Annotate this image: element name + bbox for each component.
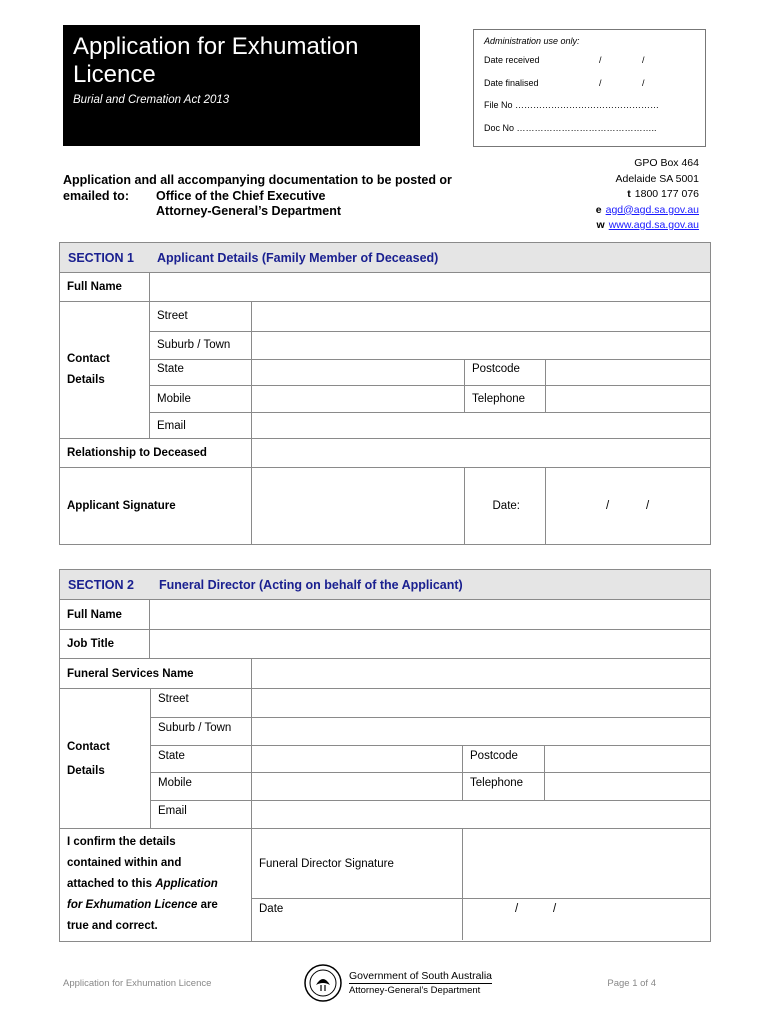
s1-email-row xyxy=(150,413,710,438)
s2-street-field[interactable] xyxy=(252,689,710,717)
s1-date-label: Date: xyxy=(465,468,546,544)
date-slash: / xyxy=(606,500,610,512)
s1-mobile-field[interactable] xyxy=(252,386,465,412)
s2-email-label: Email xyxy=(151,801,252,828)
s2-fd-signature-field[interactable] xyxy=(463,829,710,898)
address-line-1: GPO Box 464 xyxy=(634,157,699,169)
address-phone xyxy=(596,187,699,203)
s2-suburb-label: Suburb / Town xyxy=(151,718,252,745)
s2-signature-block xyxy=(252,829,710,941)
s1-full-name-row xyxy=(60,273,710,302)
s2-services-name-label: Funeral Services Name xyxy=(60,659,252,688)
s1-suburb-row xyxy=(150,332,710,360)
admin-use-box xyxy=(473,29,706,147)
s2-state-field[interactable] xyxy=(252,746,463,773)
logo-text xyxy=(349,970,492,997)
intro-line-2-prefix: emailed to: xyxy=(63,188,129,203)
section-1-table xyxy=(59,242,711,545)
s2-job-title-field[interactable] xyxy=(150,630,710,658)
date-slash: / xyxy=(642,55,645,65)
section-2-title: Funeral Director (Acting on behalf of the Applicant) xyxy=(159,577,463,592)
s1-state-row xyxy=(150,360,710,387)
email-key: e xyxy=(595,203,602,216)
contact-label-line2: Details xyxy=(67,374,105,386)
s1-email-label: Email xyxy=(150,413,252,438)
confirm-line-3-text: attached to this xyxy=(67,878,152,890)
s1-state-label: State xyxy=(150,360,252,386)
confirm-line-1: I confirm the details xyxy=(67,836,176,848)
confirm-line-4 xyxy=(67,895,244,916)
s2-email-field[interactable] xyxy=(252,801,710,828)
date-received-label: Date received xyxy=(484,55,540,65)
admin-date-received xyxy=(484,55,695,78)
s2-date-field[interactable] xyxy=(463,899,710,940)
s2-services-name-row xyxy=(60,659,710,689)
s1-relationship-label: Relationship to Deceased xyxy=(60,439,252,467)
s2-postcode-label: Postcode xyxy=(463,746,545,773)
s1-street-row xyxy=(150,302,710,332)
date-slash: / xyxy=(599,55,602,65)
footer-document-title: Application for Exhumation Licence xyxy=(63,978,212,989)
form-title: Application for Exhumation Licence xyxy=(73,33,359,88)
s2-job-title-label: Job Title xyxy=(60,630,150,658)
s2-mobile-field[interactable] xyxy=(252,773,463,800)
s1-full-name-label: Full Name xyxy=(60,273,150,301)
s1-signature-field[interactable] xyxy=(252,468,465,544)
confirm-line-2: contained within and xyxy=(67,857,182,869)
s2-email-row xyxy=(151,801,710,828)
s1-signature-label: Applicant Signature xyxy=(60,468,252,544)
s1-street-label: Street xyxy=(150,302,252,331)
contact-label-line1: Contact xyxy=(67,353,110,365)
logo-department: Attorney-General’s Department xyxy=(349,983,492,997)
section-1-number: SECTION 1 xyxy=(68,250,134,265)
intro-line-2: Office of the Chief Executive xyxy=(156,188,326,203)
date-slash: / xyxy=(515,903,519,915)
admin-date-finalised xyxy=(484,78,695,101)
section-2-header xyxy=(60,570,710,600)
s2-signature-row xyxy=(252,829,710,899)
section-2-table xyxy=(59,569,711,942)
confirm-line-3-italic: Application xyxy=(155,878,218,890)
s2-telephone-label: Telephone xyxy=(463,773,545,800)
logo-government: Government of South Australia xyxy=(349,969,492,982)
title-block xyxy=(63,25,420,146)
doc-no-label: Doc No ……………………………………….. xyxy=(484,122,657,133)
s2-state-label: State xyxy=(151,746,252,773)
section-1-title: Applicant Details (Family Member of Deceased) xyxy=(157,250,439,265)
s1-street-field[interactable] xyxy=(252,302,710,331)
s1-full-name-field[interactable] xyxy=(150,273,710,301)
s2-date-row xyxy=(252,899,710,940)
s1-email-field[interactable] xyxy=(252,413,710,438)
confirm-line-4-text: are xyxy=(200,899,218,911)
s2-street-row xyxy=(151,689,710,718)
page-number: Page 1 of 4 xyxy=(607,978,656,989)
admin-doc-no xyxy=(484,123,695,146)
s1-postcode-label: Postcode xyxy=(465,360,546,386)
admin-file-no xyxy=(484,100,695,123)
date-slash: / xyxy=(646,500,650,512)
confirm-line-4-italic: for Exhumation Licence xyxy=(67,899,198,911)
contact-label-line1: Contact xyxy=(67,740,110,753)
s1-telephone-label: Telephone xyxy=(465,386,546,412)
s2-mobile-label: Mobile xyxy=(151,773,252,800)
s2-full-name-field[interactable] xyxy=(150,600,710,629)
file-no-label: File No ………………………………………… xyxy=(484,100,660,110)
s2-full-name-label: Full Name xyxy=(60,600,150,629)
s1-suburb-field[interactable] xyxy=(252,332,710,359)
website-link[interactable]: www.agd.sa.gov.au xyxy=(608,219,699,231)
address-web xyxy=(596,218,699,234)
s2-fd-signature-label: Funeral Director Signature xyxy=(252,829,463,898)
s2-street-label: Street xyxy=(151,689,252,717)
s2-contact-details-row xyxy=(60,689,710,829)
government-logo xyxy=(303,963,492,1003)
act-subtitle: Burial and Cremation Act 2013 xyxy=(73,94,230,106)
s1-contact-label xyxy=(60,302,150,438)
address-email xyxy=(596,203,699,219)
admin-title: Administration use only: xyxy=(484,36,580,46)
phone-number: 1800 177 076 xyxy=(634,188,699,200)
email-link[interactable]: agd@agd.sa.gov.au xyxy=(605,203,699,216)
s1-telephone-field[interactable] xyxy=(546,386,710,412)
s2-suburb-row xyxy=(151,718,710,746)
s1-mobile-label: Mobile xyxy=(150,386,252,412)
date-slash: / xyxy=(553,903,557,915)
s2-state-row xyxy=(151,746,710,774)
postal-address xyxy=(596,156,699,234)
section-1-header xyxy=(60,243,710,273)
intro-line-3: Attorney-General’s Department xyxy=(156,204,341,218)
s2-date-label: Date xyxy=(252,899,463,940)
s2-suburb-field[interactable] xyxy=(252,718,710,745)
s2-job-title-row xyxy=(60,630,710,659)
s2-contact-label xyxy=(60,689,151,828)
confirm-line-5: true and correct. xyxy=(67,920,158,932)
s2-full-name-row xyxy=(60,600,710,630)
s2-mobile-row xyxy=(151,773,710,801)
s1-relationship-field[interactable] xyxy=(252,439,710,467)
intro-line-1: Application and all accompanying documentation to be posted or xyxy=(63,173,452,187)
web-key: w xyxy=(596,219,605,231)
s2-telephone-field[interactable] xyxy=(545,773,710,800)
s1-signature-row xyxy=(60,468,710,544)
s1-contact-fields xyxy=(150,302,710,438)
date-finalised-label: Date finalised xyxy=(484,77,539,88)
section-2-number: SECTION 2 xyxy=(68,577,134,592)
submission-instructions xyxy=(63,173,533,220)
s2-services-name-field[interactable] xyxy=(252,659,710,688)
s2-confirmation-statement xyxy=(60,829,252,941)
s2-contact-fields xyxy=(151,689,710,828)
s2-confirmation-row xyxy=(60,829,710,941)
date-slash: / xyxy=(599,77,602,88)
sa-crest-icon xyxy=(303,963,343,1003)
s2-postcode-field[interactable] xyxy=(545,746,710,773)
s1-suburb-label: Suburb / Town xyxy=(150,332,252,359)
address-line-2: Adelaide SA 5001 xyxy=(615,172,699,185)
s1-relationship-row xyxy=(60,439,710,468)
s1-state-field[interactable] xyxy=(252,360,465,386)
s1-postcode-field[interactable] xyxy=(546,360,710,386)
date-slash: / xyxy=(642,77,645,88)
confirm-line-3 xyxy=(67,874,244,895)
contact-label-line2: Details xyxy=(67,764,105,777)
phone-key: t xyxy=(627,188,631,200)
s1-date-field[interactable] xyxy=(546,468,710,544)
s1-mobile-row xyxy=(150,386,710,413)
s1-contact-details-row xyxy=(60,302,710,439)
